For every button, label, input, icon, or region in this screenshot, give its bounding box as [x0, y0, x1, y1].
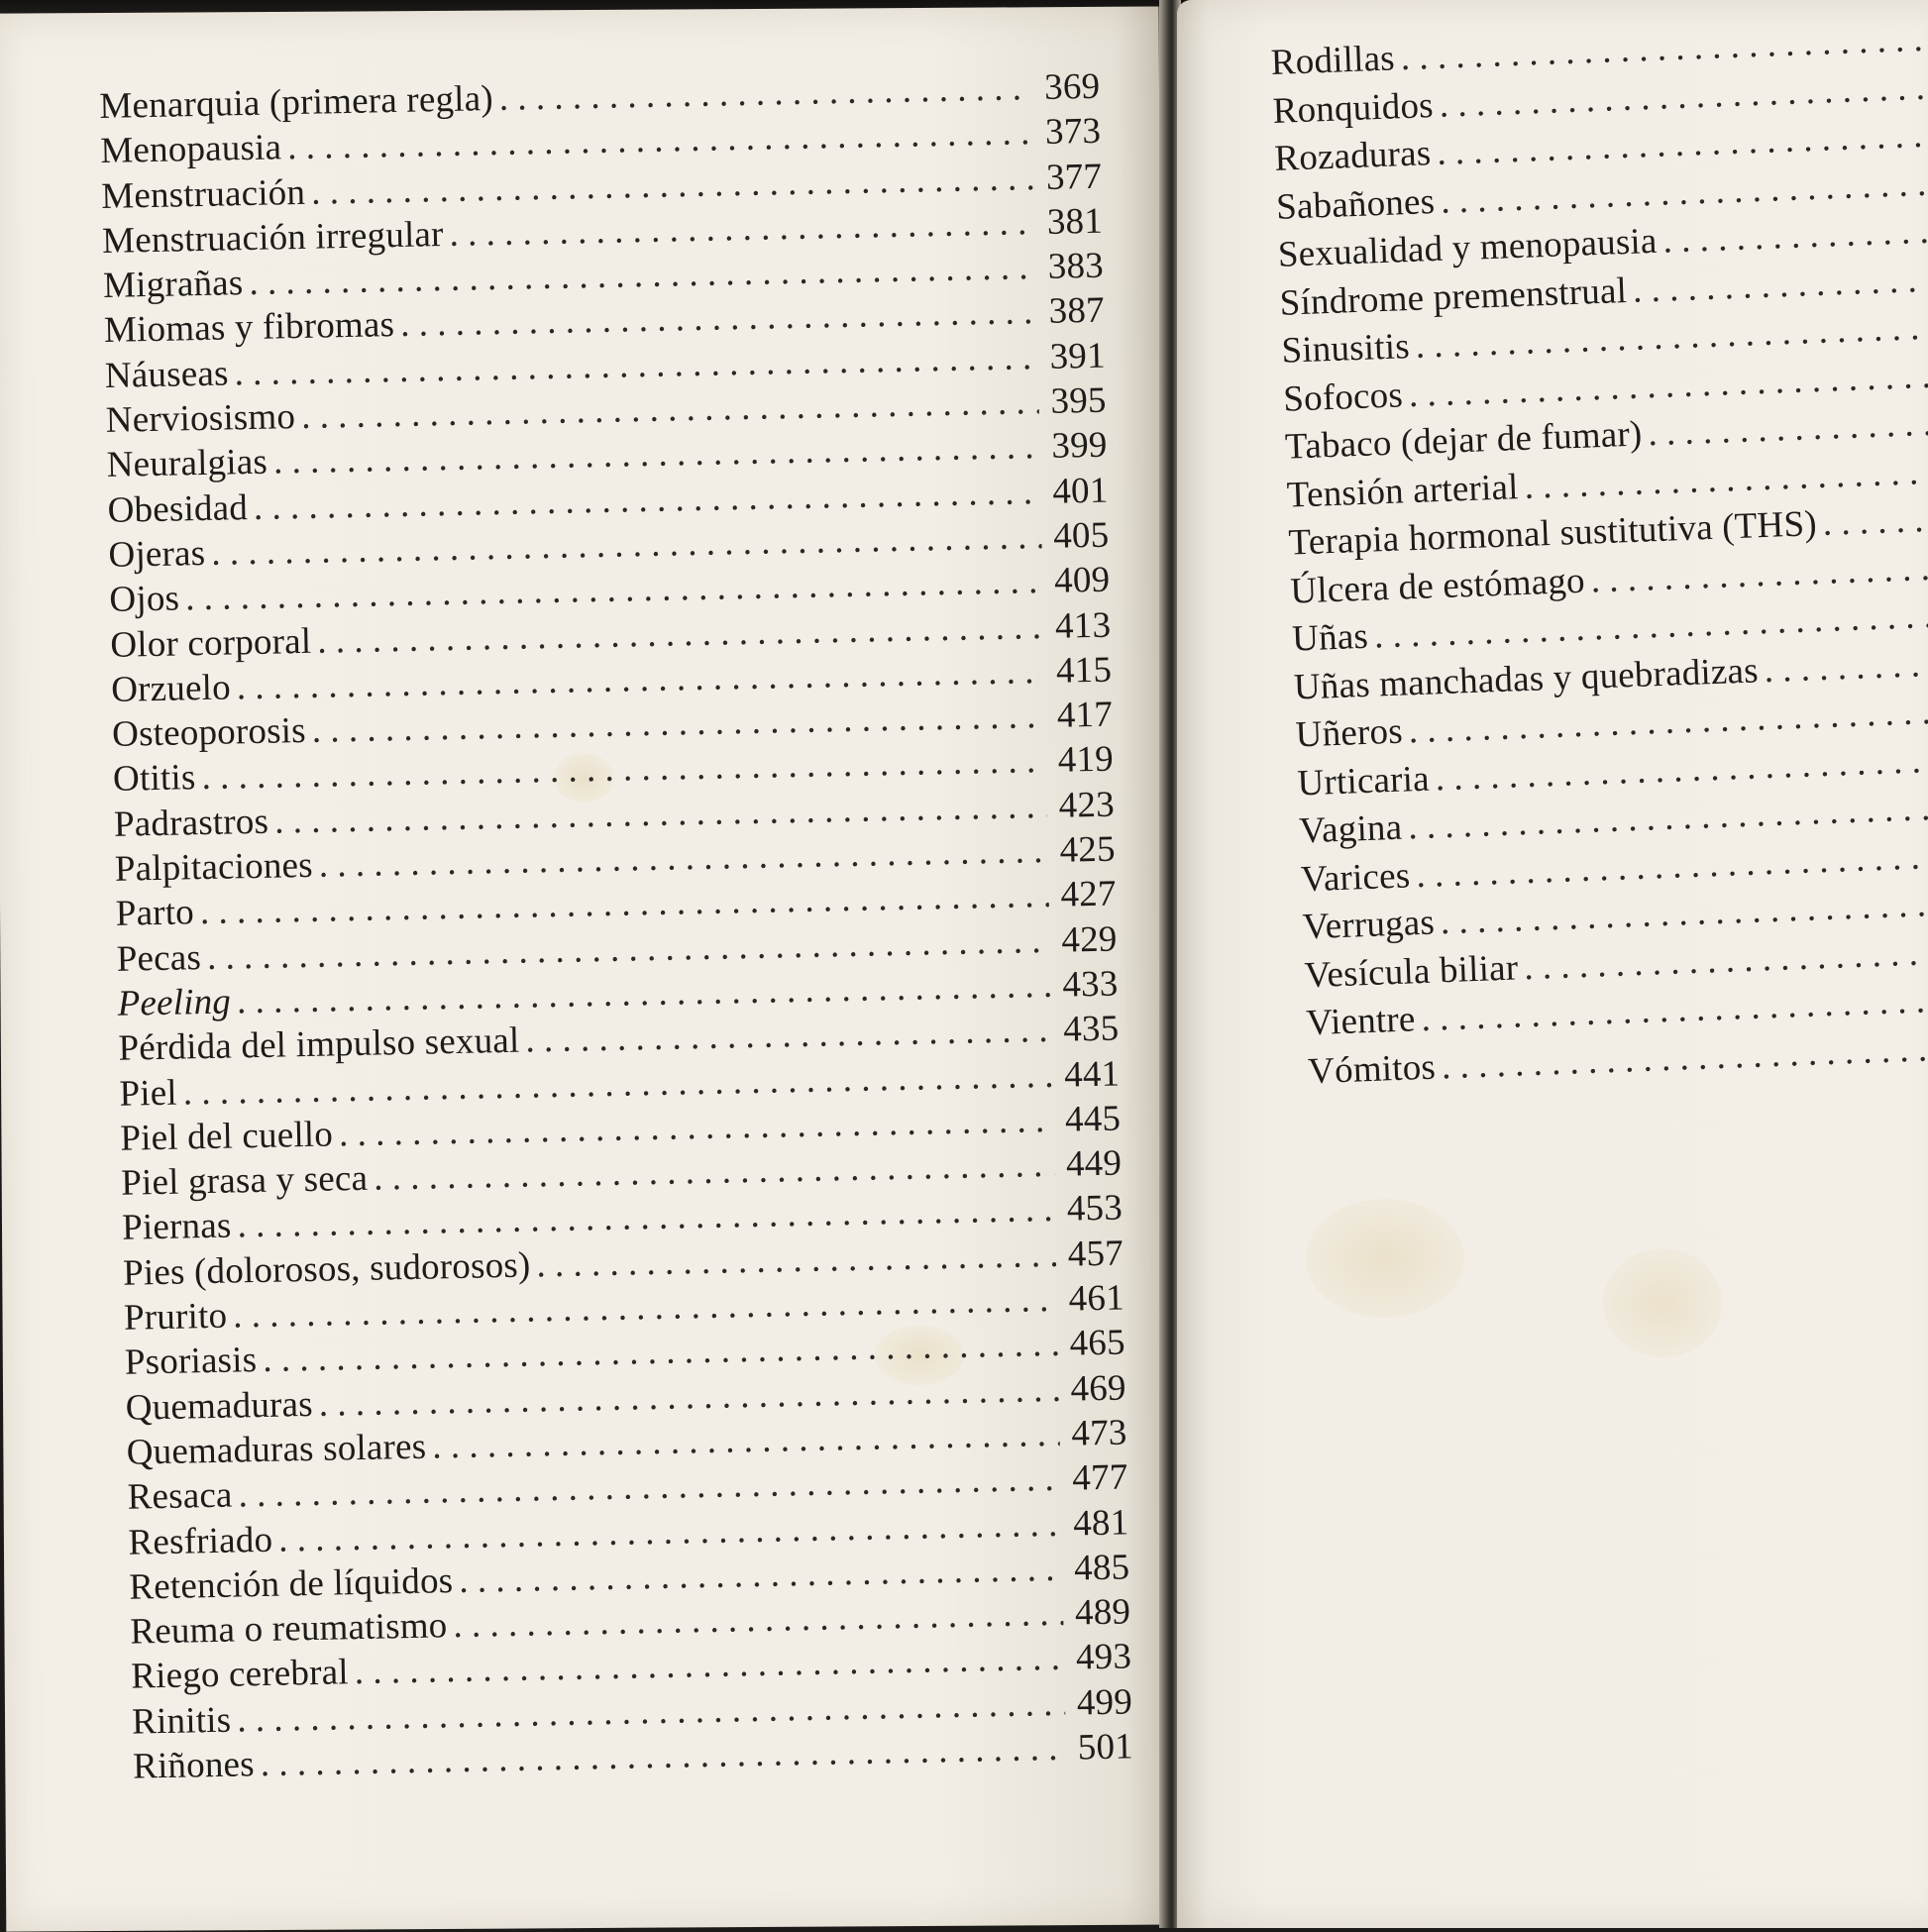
- toc-entry-page-number: 395: [1050, 379, 1108, 422]
- toc-entry-page-number: 493: [1075, 1636, 1132, 1678]
- toc-left-column: [99, 64, 1133, 1789]
- toc-entry-title: Prurito: [123, 1295, 228, 1339]
- toc-entry-title: Quemaduras: [125, 1383, 314, 1429]
- toc-entry-title: Pies (dolorosos, sudorosos): [122, 1244, 531, 1294]
- toc-entry-title: Psoriasis: [124, 1340, 258, 1384]
- toc-entry-title: Sexualidad y menopausia: [1277, 220, 1659, 275]
- toc-entry-title: Riego cerebral: [130, 1652, 350, 1698]
- toc-entry-page-number: 417: [1056, 694, 1114, 736]
- toc-entry-title: Sinusitis: [1280, 326, 1411, 372]
- toc-entry-title: Vómitos: [1307, 1046, 1437, 1092]
- toc-entry-title: Menstruación: [100, 171, 306, 217]
- toc-entry-title: Osteoporosis: [111, 710, 307, 756]
- toc-entry-title: Sabañones: [1275, 180, 1436, 228]
- toc-entry-page-number: 391: [1049, 335, 1107, 377]
- toc-entry-title: Vagina: [1298, 806, 1403, 852]
- toc-entry-title: Piel grasa y seca: [120, 1157, 369, 1204]
- toc-entry-title: Varices: [1300, 854, 1412, 900]
- toc-entry-title: Vesícula biliar: [1303, 946, 1519, 996]
- toc-entry-title: Riñones: [132, 1744, 256, 1787]
- toc-entry-title: Neuralgias: [106, 442, 268, 486]
- toc-entry-page-number: 485: [1073, 1547, 1130, 1589]
- toc-entry-title: Vientre: [1305, 999, 1417, 1044]
- toc-entry-page-number: 387: [1048, 290, 1106, 333]
- toc-entry-page-number: 381: [1046, 200, 1104, 243]
- toc-entry-page-number: 405: [1052, 514, 1110, 557]
- toc-entry-title: Retención de líquidos: [129, 1559, 454, 1608]
- toc-entry-page-number: 401: [1051, 470, 1109, 512]
- toc-entry-title: Menstruación irregular: [101, 213, 444, 262]
- toc-entry-title: Nerviosismo: [105, 396, 296, 442]
- toc-entry-page-number: 409: [1053, 559, 1111, 602]
- toc-entry-title: Verrugas: [1302, 902, 1436, 948]
- toc-entry-title: Orzuelo: [110, 667, 232, 710]
- toc-entry-title: Pérdida del impulso sexual: [118, 1020, 520, 1070]
- toc-entry-page-number: 399: [1051, 425, 1108, 468]
- paper-stain: [1306, 1199, 1464, 1318]
- toc-entry-title: Terapia hormonal sustitutiva (THS): [1287, 503, 1818, 564]
- toc-entry-title: Olor corporal: [109, 620, 312, 666]
- toc-entry-page-number: 465: [1069, 1322, 1126, 1364]
- toc-entry-title: Síndrome premenstrual: [1278, 269, 1628, 324]
- toc-entry-title: Migrañas: [102, 263, 244, 307]
- toc-entry-title: Piernas: [121, 1205, 232, 1249]
- toc-entry-page-number: 469: [1070, 1367, 1127, 1410]
- toc-entry-page-number: 461: [1068, 1277, 1125, 1320]
- toc-entry-page-number: 427: [1060, 873, 1118, 916]
- toc-entry-title: Ronquidos: [1271, 84, 1435, 132]
- toc-entry-page-number: 423: [1058, 784, 1116, 826]
- toc-entry-page-number: 383: [1047, 245, 1105, 287]
- toc-entry-page-number: 501: [1077, 1726, 1134, 1769]
- toc-entry-title: Piel: [119, 1072, 178, 1115]
- toc-entry-title: Resaca: [127, 1474, 233, 1518]
- toc-entry-title: Uñas: [1291, 615, 1369, 660]
- toc-entry-title: Uñeros: [1294, 710, 1404, 756]
- toc-entry-page-number: 415: [1055, 649, 1113, 692]
- dot-leader: [1764, 638, 1928, 695]
- toc-entry-page-number: 433: [1061, 963, 1119, 1006]
- toc-entry-page-number: 449: [1065, 1142, 1123, 1185]
- toc-entry-title: Obesidad: [107, 486, 249, 531]
- toc-entry-page-number: 481: [1072, 1501, 1129, 1545]
- toc-entry-title: Tensión arterial: [1286, 466, 1520, 516]
- toc-entry-title: Náuseas: [104, 353, 229, 396]
- toc-entry-page-number: 489: [1074, 1591, 1131, 1634]
- dot-leader: [1822, 494, 1928, 549]
- toc-entry-title: Sofocos: [1282, 374, 1404, 420]
- toc-entry-page-number: 457: [1067, 1233, 1125, 1275]
- toc-entry-title: Parto: [115, 892, 195, 935]
- toc-entry-page-number: 373: [1044, 111, 1102, 154]
- toc-entry-page-number: 419: [1057, 739, 1115, 782]
- toc-right-column: [1270, 14, 1928, 1097]
- toc-entry-page-number: 477: [1071, 1456, 1128, 1499]
- toc-entry-page-number: 413: [1054, 604, 1112, 647]
- toc-entry-title: Rodillas: [1270, 38, 1396, 83]
- toc-entry-title: Ojeras: [108, 532, 206, 576]
- toc-entry-page-number: 429: [1061, 918, 1118, 961]
- toc-entry-title: Menarquia (primera regla): [99, 78, 494, 127]
- toc-entry-title: Piel del cuello: [119, 1114, 334, 1159]
- toc-entry-page-number: 441: [1063, 1053, 1121, 1096]
- toc-entry-page-number: 369: [1043, 65, 1101, 108]
- toc-entry-title: Ojos: [109, 578, 180, 621]
- toc-entry-page-number: 445: [1064, 1098, 1122, 1140]
- toc-entry-title: Tabaco (dejar de fumar): [1284, 413, 1644, 468]
- toc-entry-title: Padrastros: [113, 801, 269, 845]
- toc-entry-title: Uñas manchadas y quebradizas: [1293, 649, 1760, 708]
- toc-entry-title: Palpitaciones: [114, 844, 314, 890]
- toc-entry-title: Peeling: [117, 981, 232, 1024]
- toc-entry-title: Rozaduras: [1273, 133, 1433, 179]
- toc-entry-page-number: 499: [1076, 1681, 1133, 1724]
- toc-entry-page-number: 453: [1066, 1187, 1124, 1231]
- toc-entry-page-number: 377: [1045, 156, 1103, 198]
- toc-entry-title: Miomas y fibromas: [103, 304, 395, 352]
- paper-stain: [1603, 1248, 1722, 1357]
- toc-entry-title: Resfriado: [128, 1519, 273, 1563]
- toc-entry-page-number: 435: [1062, 1008, 1120, 1050]
- toc-entry-title: Otitis: [112, 757, 196, 801]
- toc-entry-title: Reuma o reumatismo: [129, 1605, 448, 1653]
- toc-entry-title: Úlcera de estómago: [1289, 560, 1586, 612]
- toc-entry-title: Urticaria: [1296, 758, 1431, 804]
- toc-entry-page-number: 425: [1059, 828, 1117, 871]
- toc-entry-title: Pecas: [116, 936, 202, 980]
- toc-entry-title: Menopausia: [99, 127, 282, 172]
- toc-entry-title: Quemaduras solares: [126, 1426, 427, 1473]
- toc-entry-page-number: 473: [1071, 1412, 1127, 1454]
- toc-entry-title: Rinitis: [131, 1699, 232, 1743]
